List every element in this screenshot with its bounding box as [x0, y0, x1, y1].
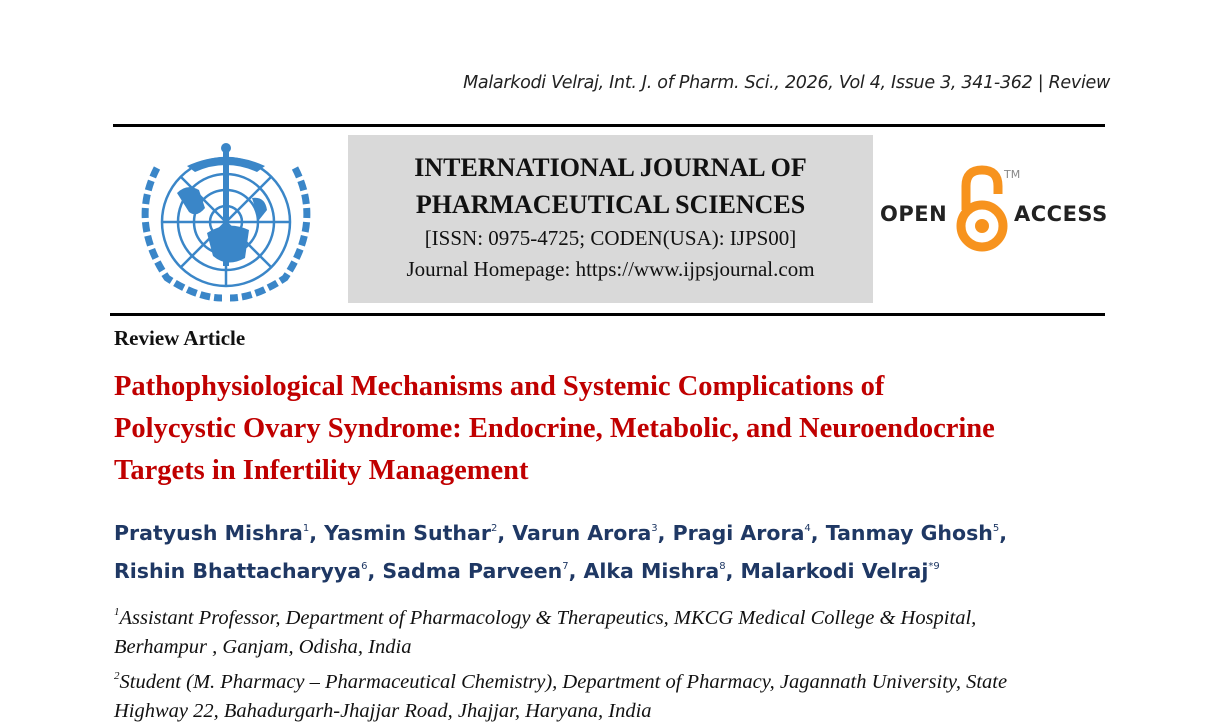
- open-access-left-text: OPEN: [880, 202, 948, 226]
- affiliation-2: [114, 662, 1114, 697]
- journal-title: [348, 149, 873, 223]
- journal-issn: [ISSN: 0975-4725; CODEN(USA): IJPS00]: [424, 226, 797, 250]
- affiliation-text: Assistant Professor, Department of Pharmacology & Therapeutics, MKCG Medical College & Hospital,: [119, 607, 977, 629]
- open-access-right-text: ACCESS: [1014, 202, 1108, 226]
- author-affiliation-sup: 3: [651, 523, 658, 534]
- trademark-label: TM: [1004, 168, 1021, 181]
- article-type: Review Article: [114, 326, 246, 350]
- author-name: Tanmay Ghosh: [825, 521, 993, 545]
- author-affiliation-sup: 1: [302, 523, 310, 534]
- title-line-1: Pathophysiological Mechanisms and Systemic Complications of: [114, 371, 885, 402]
- affiliation-sup: 1: [114, 606, 120, 618]
- author-affiliation-sup: *9: [928, 561, 940, 572]
- author-affiliation-sup: 4: [804, 523, 811, 534]
- affiliation-sup: 2: [114, 670, 120, 682]
- title-line-3: Targets in Infertility Management: [114, 455, 529, 486]
- author-name: Yasmin Suthar: [324, 521, 491, 545]
- affiliation-1: [114, 598, 1114, 633]
- affiliation-1-cont: Berhampur , Ganjam, Odisha, India: [114, 636, 412, 658]
- open-access-lock-icon: [950, 164, 1012, 256]
- author-name: Rishin Bhattacharyya: [114, 559, 362, 583]
- journal-masthead-box: [348, 135, 873, 303]
- affiliation-list: [114, 598, 1114, 726]
- author-list: Pratyush Mishra$^1$, Yasmin Suthar$^2$, Varun Arora$^3$, Pragi Arora$^4$, Tanmay Ghosh$^5$, Rishin Bhattacharyya$^6$, Sadma Parveen$^7$, Alka Mishra$^8$, Malarkodi Velraj$^{*9}$: [114, 521, 1008, 583]
- title-line-2: Polycystic Ovary Syndrome: Endocrine, Metabolic, and Neuroendocrine: [114, 413, 995, 444]
- journal-title-line-1: INTERNATIONAL JOURNAL OF: [414, 153, 807, 182]
- journal-globe-caduceus-logo: [127, 138, 325, 304]
- author-name: Malarkodi Velraj: [740, 559, 929, 583]
- journal-homepage-link[interactable]: Journal Homepage: https://www.ijpsjournal.com: [406, 257, 815, 281]
- author-affiliation-sup: 8: [719, 561, 726, 572]
- bottom-divider: [110, 313, 1105, 316]
- affiliation-2-cont: Highway 22, Bahadurgarh-Jhajjar Road, Jhajjar, Haryana, India: [114, 700, 652, 722]
- author-affiliation-sup: 6: [361, 561, 368, 572]
- affiliation-text: Student (M. Pharmacy – Pharmaceutical Chemistry), Department of Pharmacy, Jagannath University, State: [119, 671, 1008, 693]
- citation-header: Malarkodi Velraj, Int. J. of Pharm. Sci., 2026, Vol 4, Issue 3, 341-362 | Review: [463, 73, 1110, 93]
- author-affiliation-sup: 2: [490, 523, 498, 534]
- author-name: Sadma Parveen: [382, 559, 563, 583]
- journal-title-line-2: PHARMACEUTICAL SCIENCES: [415, 190, 806, 219]
- author-name: Varun Arora: [512, 521, 652, 545]
- author-affiliation-sup: 7: [562, 561, 569, 572]
- article-title: [114, 366, 1124, 492]
- author-name: Pratyush Mishra: [114, 521, 303, 545]
- author-name: Alka Mishra: [583, 559, 720, 583]
- author-affiliation-sup: 5: [992, 523, 1000, 534]
- top-divider: [113, 124, 1105, 127]
- author-name: Pragi Arora: [672, 521, 805, 545]
- open-access-badge: [880, 164, 1110, 256]
